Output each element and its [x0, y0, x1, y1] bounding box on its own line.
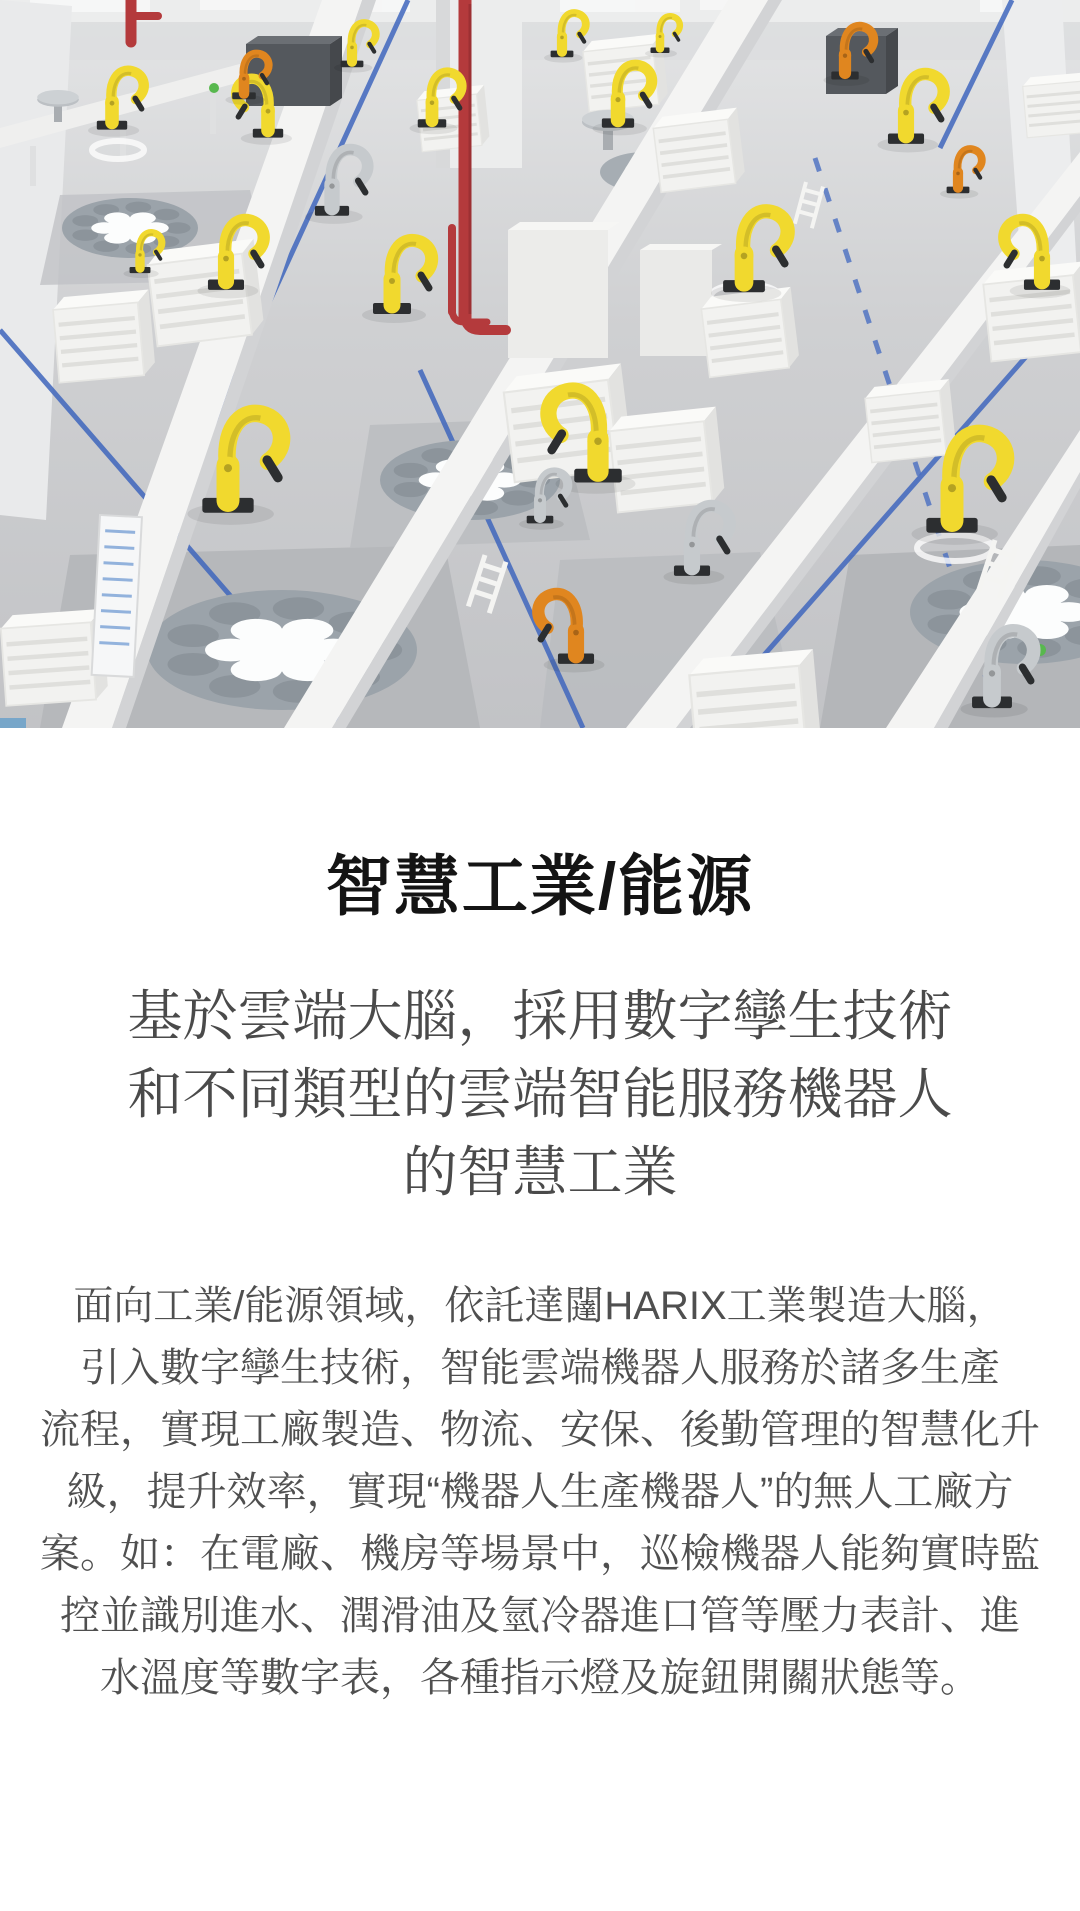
smart-factory-illustration — [0, 0, 1080, 728]
body-line-6: 控並識別進水、潤滑油及氫冷器進口管等壓力表計、進 — [60, 1594, 1020, 1638]
body-line-3: 流程，實現工廠製造、物流、安保、後勤管理的智慧化升 — [40, 1408, 1040, 1452]
section-subtitle — [28, 977, 1052, 1211]
body-line-5: 案。如：在電廠、機房等場景中，巡檢機器人能夠實時監 — [40, 1532, 1040, 1576]
subtitle-line-1: 基於雲端大腦，採用數字孿生技術 — [127, 985, 953, 1047]
subtitle-line-3: 的智慧工業 — [402, 1141, 678, 1203]
section-title: 智慧工業/能源 — [325, 849, 755, 923]
body-line-4: 級，提升效率，實現“機器人生產機器人”的無人工廠方 — [66, 1470, 1014, 1514]
subtitle-line-2: 和不同類型的雲端智能服務機器人 — [127, 1063, 953, 1125]
content-section — [0, 840, 1080, 1709]
section-body — [28, 1275, 1052, 1709]
hero-image — [0, 0, 1080, 728]
body-line-7: 水溫度等數字表，各種指示燈及旋鈕開關狀態等。 — [100, 1656, 980, 1700]
body-line-2: 引入數字孿生技術，智能雲端機器人服務於諸多生產 — [80, 1346, 1000, 1390]
body-line-1: 面向工業/能源領域，依託達闥HARIX工業製造大腦， — [73, 1284, 1007, 1328]
